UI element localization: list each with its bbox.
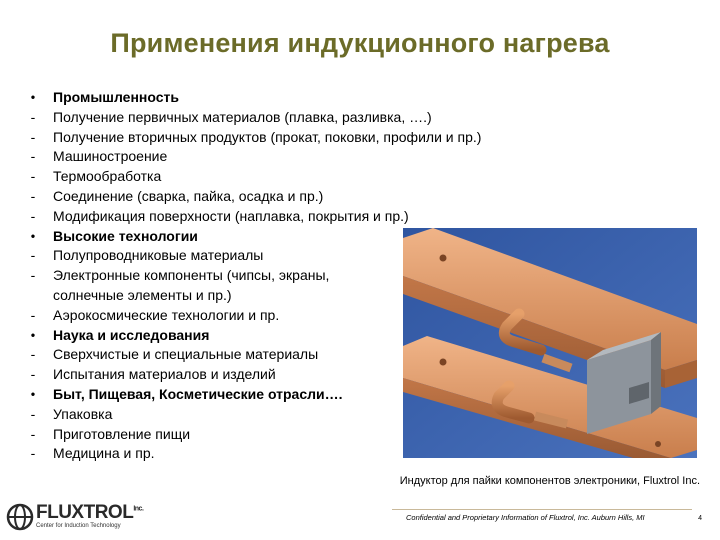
list-item — [22, 425, 442, 445]
list-item-text: Машиностроение — [53, 148, 168, 165]
dash-marker: - — [30, 346, 36, 363]
confidentiality-footer: Confidential and Proprietary Information of Fluxtrol, Inc. Auburn Hills, MI — [406, 513, 645, 522]
dash-marker: - — [30, 445, 36, 462]
dash-marker: - — [30, 405, 36, 422]
list-item — [22, 345, 442, 365]
list-item-text: Соединение (сварка, пайка, осадка и пр.) — [53, 187, 324, 204]
dash-marker: - — [30, 366, 36, 383]
list-item — [22, 187, 442, 207]
list-item-text: Промышленность — [53, 89, 179, 105]
dash-marker: - — [30, 187, 36, 204]
list-item-text: Упаковка — [53, 405, 113, 422]
bullet-marker: • — [30, 327, 36, 342]
list-item-text: Получение вторичных продуктов (прокат, поковки, профили и пр.) — [53, 128, 482, 145]
figure-caption: Индуктор для пайки компонентов электроники, Fluxtrol Inc. — [399, 475, 700, 487]
list-item — [22, 167, 442, 187]
list-item — [22, 207, 442, 227]
dash-marker: - — [30, 168, 36, 185]
list-item-text: солнечные элементы и пр.) — [53, 286, 232, 303]
list-heading — [22, 385, 442, 405]
list-item — [22, 444, 442, 464]
list-item-text: Термообработка — [53, 168, 162, 185]
list-item-text: Получение первичных материалов (плавка, разливка, ….) — [53, 108, 432, 125]
dash-marker: - — [30, 247, 36, 264]
applications-list — [22, 88, 482, 464]
list-heading — [22, 88, 442, 108]
list-item-text: Сверхчистые и специальные материалы — [53, 346, 319, 363]
logo-tagline: Center for Induction Technology — [36, 523, 121, 529]
dash-marker: - — [30, 306, 36, 323]
logo-word: $FLUXTROL^{Inc.}$ — [36, 502, 144, 523]
list-item-text: Приготовление пищи — [53, 425, 191, 442]
list-item-text: Медицина и пр. — [53, 445, 155, 462]
dash-marker: - — [30, 148, 36, 165]
list-item-text: Модификация поверхности (наплавка, покрытия и пр.) — [53, 207, 409, 224]
dash-marker: - — [30, 425, 36, 442]
list-item — [22, 405, 442, 425]
fluxtrol-globe-icon — [6, 502, 34, 532]
list-item — [22, 306, 442, 326]
dash-marker: - — [30, 267, 36, 284]
list-heading — [22, 227, 442, 247]
list-item-text: Наука и исследования — [53, 326, 210, 343]
fluxtrol-logo — [6, 500, 146, 534]
bullet-marker: • — [30, 90, 36, 104]
dash-marker: - — [30, 108, 36, 125]
list-item-text: Высокие технологии — [53, 227, 198, 244]
list-item — [22, 108, 442, 128]
list-item — [22, 128, 482, 148]
list-item — [22, 286, 442, 306]
list-item — [22, 365, 442, 385]
list-item-text: Полупроводниковые материалы — [53, 247, 264, 264]
list-item-text: Быт, Пищевая, Косметические отрасли…. — [53, 385, 343, 402]
list-item — [22, 266, 442, 286]
list-item-text: Аэрокосмические технологии и пр. — [53, 306, 280, 323]
page-number: 4 — [698, 515, 702, 522]
dash-marker: - — [30, 207, 36, 224]
bullet-marker: • — [30, 386, 36, 401]
list-item-text: Электронные компоненты (чипсы, экраны, — [53, 267, 330, 284]
list-item-text: Испытания материалов и изделий — [53, 366, 276, 383]
slide-title: Применения индукционного нагрева — [110, 28, 610, 58]
dash-marker: - — [30, 128, 36, 145]
bullet-marker: • — [30, 228, 36, 243]
footer-divider — [392, 509, 692, 510]
list-heading — [22, 326, 442, 346]
list-item — [22, 147, 442, 167]
list-item — [22, 246, 442, 266]
inductor-image — [403, 228, 697, 458]
